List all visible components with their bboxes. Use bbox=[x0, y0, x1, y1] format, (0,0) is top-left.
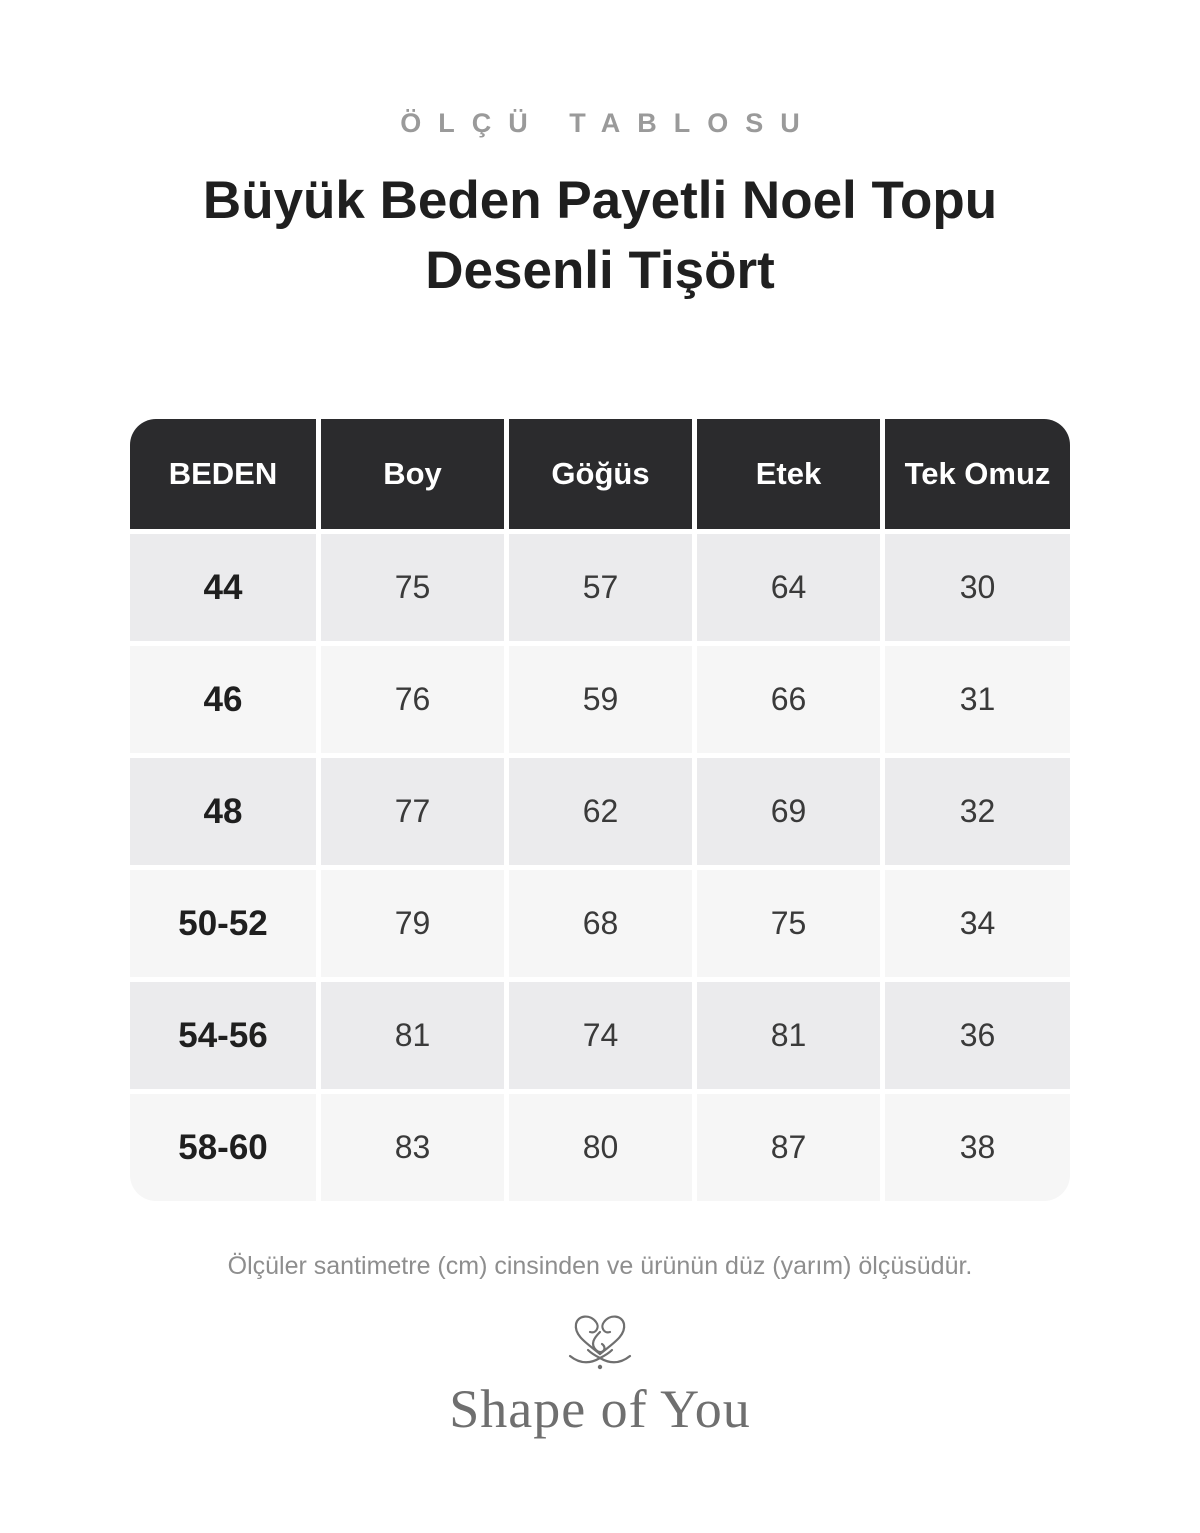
table-row bbox=[130, 1089, 1070, 1201]
header-boy: Boy bbox=[321, 419, 509, 529]
table-row bbox=[130, 977, 1070, 1089]
boy-cell: 81 bbox=[321, 982, 509, 1089]
etek-cell: 69 bbox=[697, 758, 885, 865]
size-cell: 54-56 bbox=[130, 982, 321, 1089]
double-heart-logo-icon bbox=[566, 1310, 634, 1372]
etek-cell: 64 bbox=[697, 534, 885, 641]
gogus-cell: 80 bbox=[509, 1094, 697, 1201]
size-cell: 44 bbox=[130, 534, 321, 641]
boy-cell: 79 bbox=[321, 870, 509, 977]
table-row bbox=[130, 865, 1070, 977]
table-header-row bbox=[130, 419, 1070, 529]
table-row bbox=[130, 753, 1070, 865]
tek-omuz-cell: 30 bbox=[885, 534, 1070, 641]
gogus-cell: 62 bbox=[509, 758, 697, 865]
tek-omuz-cell: 32 bbox=[885, 758, 1070, 865]
gogus-cell: 59 bbox=[509, 646, 697, 753]
table-row bbox=[130, 641, 1070, 753]
tek-omuz-cell: 36 bbox=[885, 982, 1070, 1089]
size-cell: 46 bbox=[130, 646, 321, 753]
size-table bbox=[130, 419, 1070, 1201]
size-cell: 58-60 bbox=[130, 1094, 321, 1201]
size-cell: 50-52 bbox=[130, 870, 321, 977]
header-beden: BEDEN bbox=[130, 419, 321, 529]
table-row bbox=[130, 529, 1070, 641]
boy-cell: 76 bbox=[321, 646, 509, 753]
tek-omuz-cell: 38 bbox=[885, 1094, 1070, 1201]
gogus-cell: 68 bbox=[509, 870, 697, 977]
etek-cell: 81 bbox=[697, 982, 885, 1089]
page-title bbox=[150, 166, 1050, 306]
etek-cell: 66 bbox=[697, 646, 885, 753]
header-etek: Etek bbox=[697, 419, 885, 529]
measurement-note: Ölçüler santimetre (cm) cinsinden ve ürünün düz (yarım) ölçüsüdür. bbox=[227, 1252, 973, 1280]
header-gogus: Göğüs bbox=[509, 419, 697, 529]
gogus-cell: 57 bbox=[509, 534, 697, 641]
gogus-cell: 74 bbox=[509, 982, 697, 1089]
tek-omuz-cell: 34 bbox=[885, 870, 1070, 977]
etek-cell: 75 bbox=[697, 870, 885, 977]
tek-omuz-cell: 31 bbox=[885, 646, 1070, 753]
section-eyebrow: ÖLÇÜ TABLOSU bbox=[400, 108, 817, 138]
boy-cell: 83 bbox=[321, 1094, 509, 1201]
header-tek-omuz: Tek Omuz bbox=[885, 419, 1070, 529]
title-line-1: Büyük Beden Payetli Noel Topu bbox=[202, 171, 998, 230]
brand-wordmark: Shape of You bbox=[449, 1379, 751, 1439]
title-line-2: Desenli Tişört bbox=[425, 241, 775, 300]
etek-cell: 87 bbox=[697, 1094, 885, 1201]
boy-cell: 77 bbox=[321, 758, 509, 865]
boy-cell: 75 bbox=[321, 534, 509, 641]
size-cell: 48 bbox=[130, 758, 321, 865]
